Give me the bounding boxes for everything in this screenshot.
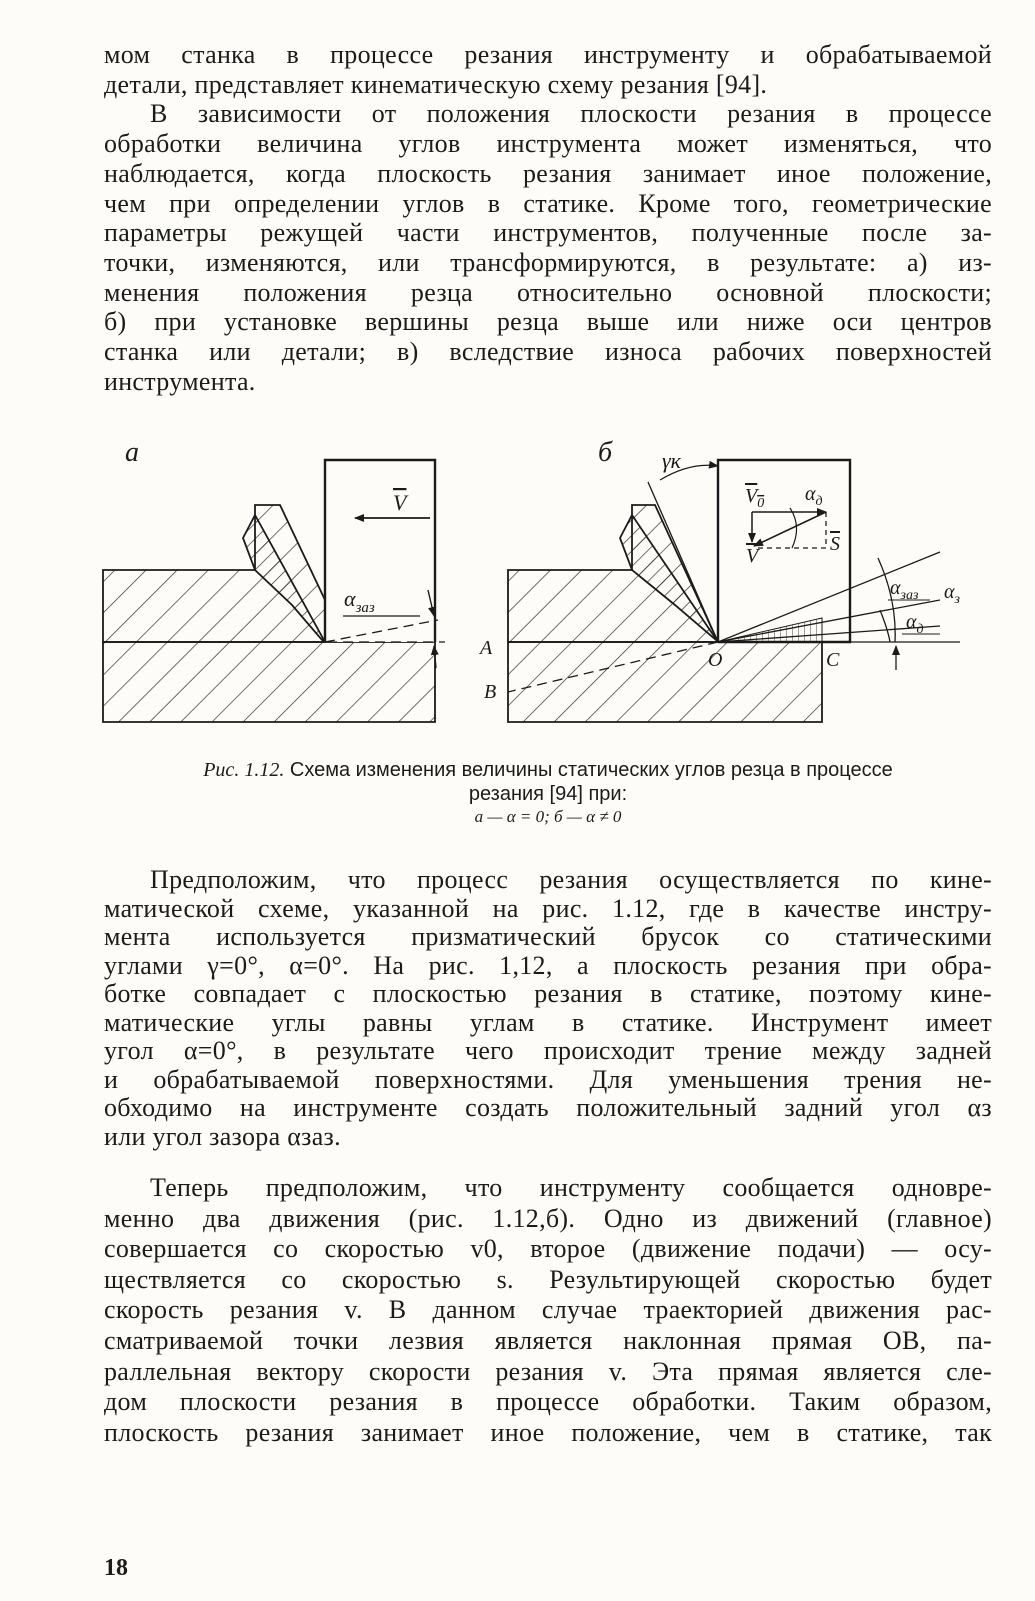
text-line: менения положения резца относительно основной плоскости;	[104, 277, 992, 307]
text-line: ществляется со скоростью s. Результирующей скоростью будет	[104, 1264, 992, 1294]
point-c-label: C	[826, 649, 840, 671]
page-number: 18	[104, 1555, 128, 1581]
diagram-b-label: б	[598, 437, 613, 468]
caption-line-1: Схема изменения величины статических углов резца в процессе	[289, 759, 893, 781]
v-vector-label: V	[393, 490, 407, 515]
text-line: раллельная вектору скорости резания v. Эта прямая является сле-	[104, 1356, 992, 1386]
alpha-z-label: $\alpha_з$	[944, 581, 960, 607]
text-line: станка или детали; в) вследствие износа рабочих поверхностей	[104, 337, 992, 367]
text-line: детали, представляет кинематическую схему резания [94].	[104, 69, 768, 99]
text-line: точки, изменяются, или трансформируются, в результате: а) из-	[104, 247, 992, 277]
text-line: сматриваемой точки лезвия является наклонная прямая OB, па-	[104, 1325, 992, 1355]
point-o-label: O	[708, 649, 723, 671]
point-a-label: A	[480, 637, 493, 659]
text-line: б) при установке вершины резца выше или ниже оси центров	[104, 307, 992, 337]
point-b-label: B	[484, 681, 497, 703]
text-line: наблюдается, когда плоскость резания занимает иное положение,	[104, 158, 992, 188]
text-line: скорость резания v. В данном случае траекторией движения рас-	[104, 1295, 992, 1325]
caption-line-2: резания [94] при:	[468, 783, 628, 805]
caption-prefix: Рис. 1.12.	[203, 759, 285, 781]
text-line: углами γ=0°, α=0°. На рис. 1,12, а плоскость резания при обра-	[104, 950, 992, 980]
text-line: В зависимости от положения плоскости резания в процессе	[150, 99, 992, 129]
text-line: дом плоскости резания в процессе обработки. Таким образом,	[104, 1387, 992, 1417]
text-line: обходимо на инструменте создать положительный задний угол αз	[104, 1093, 992, 1122]
angle-arc-d	[880, 610, 890, 642]
v0-label: $V_0$	[745, 485, 765, 511]
tool-a	[325, 460, 435, 642]
paragraph-2	[104, 866, 992, 1151]
paragraph-3	[104, 1173, 992, 1448]
text-line: инструмента.	[104, 366, 256, 396]
alpha-d-top-label: $\alpha_д$	[805, 483, 823, 509]
paragraph-1	[104, 40, 992, 396]
s-label: S	[830, 533, 840, 555]
figure-1-12	[60, 430, 1020, 730]
alpha-zaz-label: $\alpha_{заз}$	[344, 586, 375, 616]
alpha-d-label: $\alpha_д$	[906, 611, 924, 637]
text-line: обработки величина углов инструмента может изменяться, что	[104, 129, 992, 159]
workpiece-upper	[103, 505, 325, 642]
alpha-zaz-b-label: $\alpha_{заз}$	[890, 577, 919, 603]
text-line: чем при определении углов в статике. Кроме того, геометрические	[104, 188, 992, 218]
gamma-k-label: γк	[662, 448, 681, 473]
text-line: мента используется призматический брусок со статическими	[104, 922, 992, 951]
text-line: матической схеме, указанной на рис. 1.12, где в качестве инстру-	[104, 893, 992, 923]
text-line: или угол зазора αзаз.	[104, 1121, 341, 1151]
workpiece-upper-b	[508, 505, 718, 642]
text-line: совершается со скоростью v0, второе (движение подачи) — осу-	[104, 1234, 992, 1264]
text-line: угол α=0°, в результате чего происходит трение между задней	[104, 1036, 992, 1065]
figure-caption	[104, 758, 992, 828]
text-line: Предположим, что процесс резания осуществляется по кине-	[150, 865, 992, 894]
v-label-b: V	[746, 545, 759, 567]
text-line: и обрабатываемой поверхностями. Для уменьшения трения не-	[104, 1064, 992, 1094]
text-line: плоскость резания занимает иное положение, чем в статике, так	[104, 1417, 992, 1447]
text-line: Теперь предположим, что инструменту сообщается одновре-	[150, 1173, 992, 1202]
caption-line-3: а — α = 0; б — α ≠ 0	[474, 807, 622, 826]
text-line: матические углы равны углам в статике. Инструмент имеет	[104, 1007, 992, 1037]
diagram-b	[478, 437, 961, 722]
text-line: параметры режущей части инструментов, полученные после за-	[104, 218, 992, 248]
text-line: ботке совпадает с плоскостью резания в статике, поэтому кине-	[104, 979, 992, 1008]
diagram-a	[103, 437, 445, 722]
diagram-a-label: а	[125, 437, 139, 468]
text-line: менно два движения (рис. 1.12,б). Одно из движений (главное)	[104, 1203, 992, 1233]
text-line: мом станка в процессе резания инструменту и обрабатываемой	[104, 40, 992, 69]
workpiece-lower	[103, 642, 435, 722]
